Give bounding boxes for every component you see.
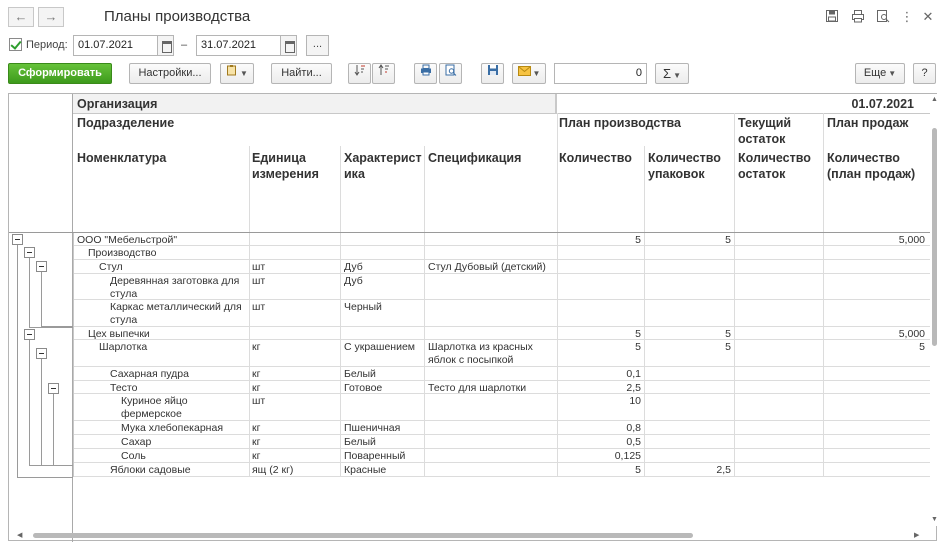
forward-button[interactable] [38,7,64,27]
cell-spec: Стул Дубовый (детский) [428,261,546,273]
cell-name: Сахарная пудра [110,368,189,380]
more-button[interactable] [855,63,905,84]
cell-name: Сахар [121,436,152,448]
cell-char: С украшением [344,341,416,353]
header-date: 01.07.2021 [851,97,914,111]
cell-unit: шт [252,301,266,313]
cell-name: Тесто [110,382,138,394]
close-icon[interactable]: ✕ [922,9,934,24]
vertical-scrollbar[interactable] [930,94,938,526]
cell-unit: кг [252,368,261,380]
back-button[interactable] [8,7,34,27]
cell-pack: 5 [725,328,731,340]
header-packages: Количество упаковок [648,151,721,181]
cell-qty: 0,8 [626,422,641,434]
cell-qty: 5 [635,234,641,246]
help-button[interactable]: ? [913,63,936,84]
header-plan-sales: План продаж [827,116,909,130]
date-from-field[interactable]: 01.07.2021 [73,35,158,56]
header-stock-quantity: Количество остаток [738,151,811,181]
envelope-icon [518,67,531,79]
collapse-toggle[interactable] [36,261,47,272]
title-bar [0,0,944,34]
cell-pack: 5 [725,234,731,246]
clipboard-icon [226,64,238,83]
cell-char: Дуб [344,275,363,287]
cell-char: Белый [344,368,376,380]
cell-unit: кг [252,450,261,462]
sort-desc-button[interactable] [372,63,395,84]
period-dash: – [181,39,188,51]
chevron-down-icon: ▼ [240,69,248,78]
cell-sales: 5,000 [898,328,925,340]
cell-spec: Шарлотка из красных яблок с посыпкой [428,341,533,366]
collapse-toggle[interactable] [24,247,35,258]
cell-char: Белый [344,436,376,448]
cell-char: Дуб [344,261,363,273]
vertical-scroll-thumb[interactable] [932,128,937,346]
header-characteristic: Характеристика [344,151,422,181]
header-sales-quantity: Количество (план продаж) [827,151,916,181]
chevron-down-icon: ▼ [888,69,897,78]
magnifier-icon [445,67,457,79]
variants-button[interactable] [220,63,254,84]
chevron-down-icon: ▼ [673,71,681,80]
cell-unit: ящ (2 кг) [252,464,294,476]
collapse-toggle[interactable] [24,329,35,340]
cell-name: Деревянная заготовка для стула [110,275,240,300]
cell-unit: кг [252,382,261,394]
cell-unit: шт [252,261,266,273]
cell-sales: 5,000 [898,234,925,246]
cell-qty: 0,5 [626,436,641,448]
date-to-calendar-icon[interactable] [280,35,297,56]
cell-unit: шт [252,275,266,287]
cell-unit: кг [252,422,261,434]
scroll-up-icon[interactable]: ▲ [931,96,938,103]
sum-button[interactable] [655,63,689,84]
sigma-icon: Σ [663,66,672,81]
printer-icon [420,67,432,79]
cell-name: Каркас металлический для стула [110,301,242,326]
cell-qty: 5 [635,328,641,340]
date-from-calendar-icon[interactable] [157,35,174,56]
cell-name: Стул [99,261,123,273]
cell-qty: 5 [635,464,641,476]
header-current-stock: Текущий остаток [738,116,792,146]
cell-name: Яблоки садовые [110,464,191,476]
cell-name: Мука хлебопекарная [121,422,224,434]
header-organization: Организация [77,97,158,111]
print-icon[interactable] [850,9,866,25]
cell-char: Красные [344,464,387,476]
sum-field[interactable]: 0 [554,63,647,84]
date-to-field[interactable]: 31.07.2021 [196,35,281,56]
collapse-toggle[interactable] [48,383,59,394]
cell-unit: кг [252,341,261,353]
horizontal-scroll-thumb[interactable] [33,533,693,538]
report-grid[interactable] [8,93,937,541]
sort-ascending-icon [354,67,366,79]
cell-qty: 5 [635,341,641,353]
save-button[interactable] [481,63,504,84]
cell-char: Готовое [344,382,383,394]
preview-icon[interactable] [875,9,891,25]
collapse-toggle[interactable] [12,234,23,245]
more-vertical-icon[interactable]: ⋮ [900,9,914,24]
header-specification: Спецификация [428,151,522,165]
collapse-toggle[interactable] [36,348,47,359]
arrow-left-icon: ← [14,9,28,24]
cell-name: Цех выпечки [88,328,150,340]
period-label: Период: [26,39,68,51]
header-plan-production: План производства [559,116,681,130]
cell-pack: 2,5 [716,464,731,476]
cell-sales: 5 [919,341,925,353]
cell-qty: 2,5 [626,382,641,394]
cell-qty: 0,125 [614,450,641,462]
save-icon[interactable] [824,9,840,25]
cell-name: Куриное яйцо фермерское [121,395,188,420]
page-title: Планы производства [104,8,251,25]
header-quantity: Количество [559,151,632,165]
cell-unit: кг [252,436,261,448]
find-button[interactable]: Найти... [271,63,332,84]
cell-unit: шт [252,395,266,407]
cell-char: Пшеничная [344,422,401,434]
scroll-right-icon[interactable]: ▶ [914,532,920,539]
more-label: Еще [863,67,887,79]
horizontal-scrollbar[interactable] [9,530,930,540]
print-button[interactable] [414,63,437,84]
send-mail-button[interactable] [512,63,546,84]
period-checkbox[interactable] [9,38,22,51]
cell-qty: 0,1 [626,368,641,380]
floppy-icon [487,67,499,79]
cell-char: Поваренный [344,450,406,462]
arrow-right-icon: → [44,9,58,24]
cell-qty: 10 [629,395,641,407]
cell-spec: Тесто для шарлотки [428,382,527,394]
scroll-left-icon[interactable]: ◀ [17,532,23,539]
generate-button[interactable]: Сформировать [8,63,112,84]
settings-button[interactable]: Настройки... [129,63,211,84]
cell-name: Шарлотка [99,341,148,353]
period-select-button[interactable]: ... [306,35,329,56]
header-unit: Единица измерения [252,151,319,181]
scroll-down-icon[interactable]: ▼ [931,516,938,523]
cell-name: Производство [88,247,157,259]
header-nomenclature: Номенклатура [77,151,167,165]
cell-name: Соль [121,450,146,462]
sort-descending-icon [378,67,390,79]
sort-asc-button[interactable] [348,63,371,84]
cell-char: Черный [344,301,382,313]
preview-button[interactable] [439,63,462,84]
cell-name: ООО "Мебельстрой" [77,234,178,246]
header-division: Подразделение [77,116,175,130]
cell-pack: 5 [725,341,731,353]
chevron-down-icon: ▼ [532,69,541,78]
